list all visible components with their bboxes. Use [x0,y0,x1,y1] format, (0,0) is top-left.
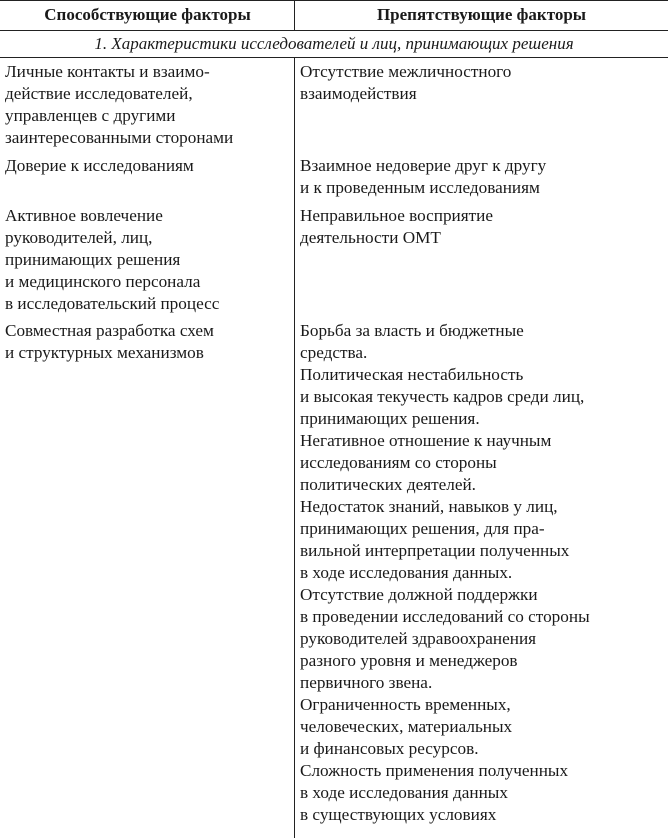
section-bottom-rule [0,57,668,58]
header-left: Способствующие факторы [44,5,251,24]
section-title: 1. Характеристики исследователей и лиц, принимающих решения [94,34,574,53]
row-4-enabling-factor: Совместная разработка схем и структурных механизмов [5,321,214,362]
row-2-enabling-factor: Доверие к исследованиям [5,156,194,175]
row-1-barrier-factor: Отсутствие межличностного взаимодействия [300,62,512,103]
row-1-enabling-factor: Личные контакты и взаимо- действие исследователей, управленцев с другими заинтересованными сторонами [5,62,234,147]
row-3-barrier-factor: Неправильное восприятие деятельности ОМТ [300,206,493,247]
row-3-enabling-factor: Активное вовлечение руководителей, лиц, принимающих решения и медицинского персонала в исследовательский процесс [5,206,220,313]
row-2-barrier-factor: Взаимное недоверие друг к другу и к проведенным исследованиям [300,156,547,197]
row-4-barrier-factor: Борьба за власть и бюджетные средства. Политическая нестабильность и высокая текучесть кадров среди лиц, принимающих решения. Негативное отношение к научным исследованиям со стороны политических деятелей. Недостаток знаний, навыков у лиц, принимающих решения, для пра- вильной интерпретации полученных в ходе исследования данных. Отсутствие должной поддержки в проведении исследований со стороны руководителей здравоохранения разного уровня и менеджеров первичного звена. Ограниченность временных, человеческих, материальных и финансовых ресурсов. Сложность применения полученных в ходе исследования данных в существующих условиях [300,321,590,824]
header-right: Препятствующие факторы [376,5,587,24]
body-column-divider [294,57,295,838]
